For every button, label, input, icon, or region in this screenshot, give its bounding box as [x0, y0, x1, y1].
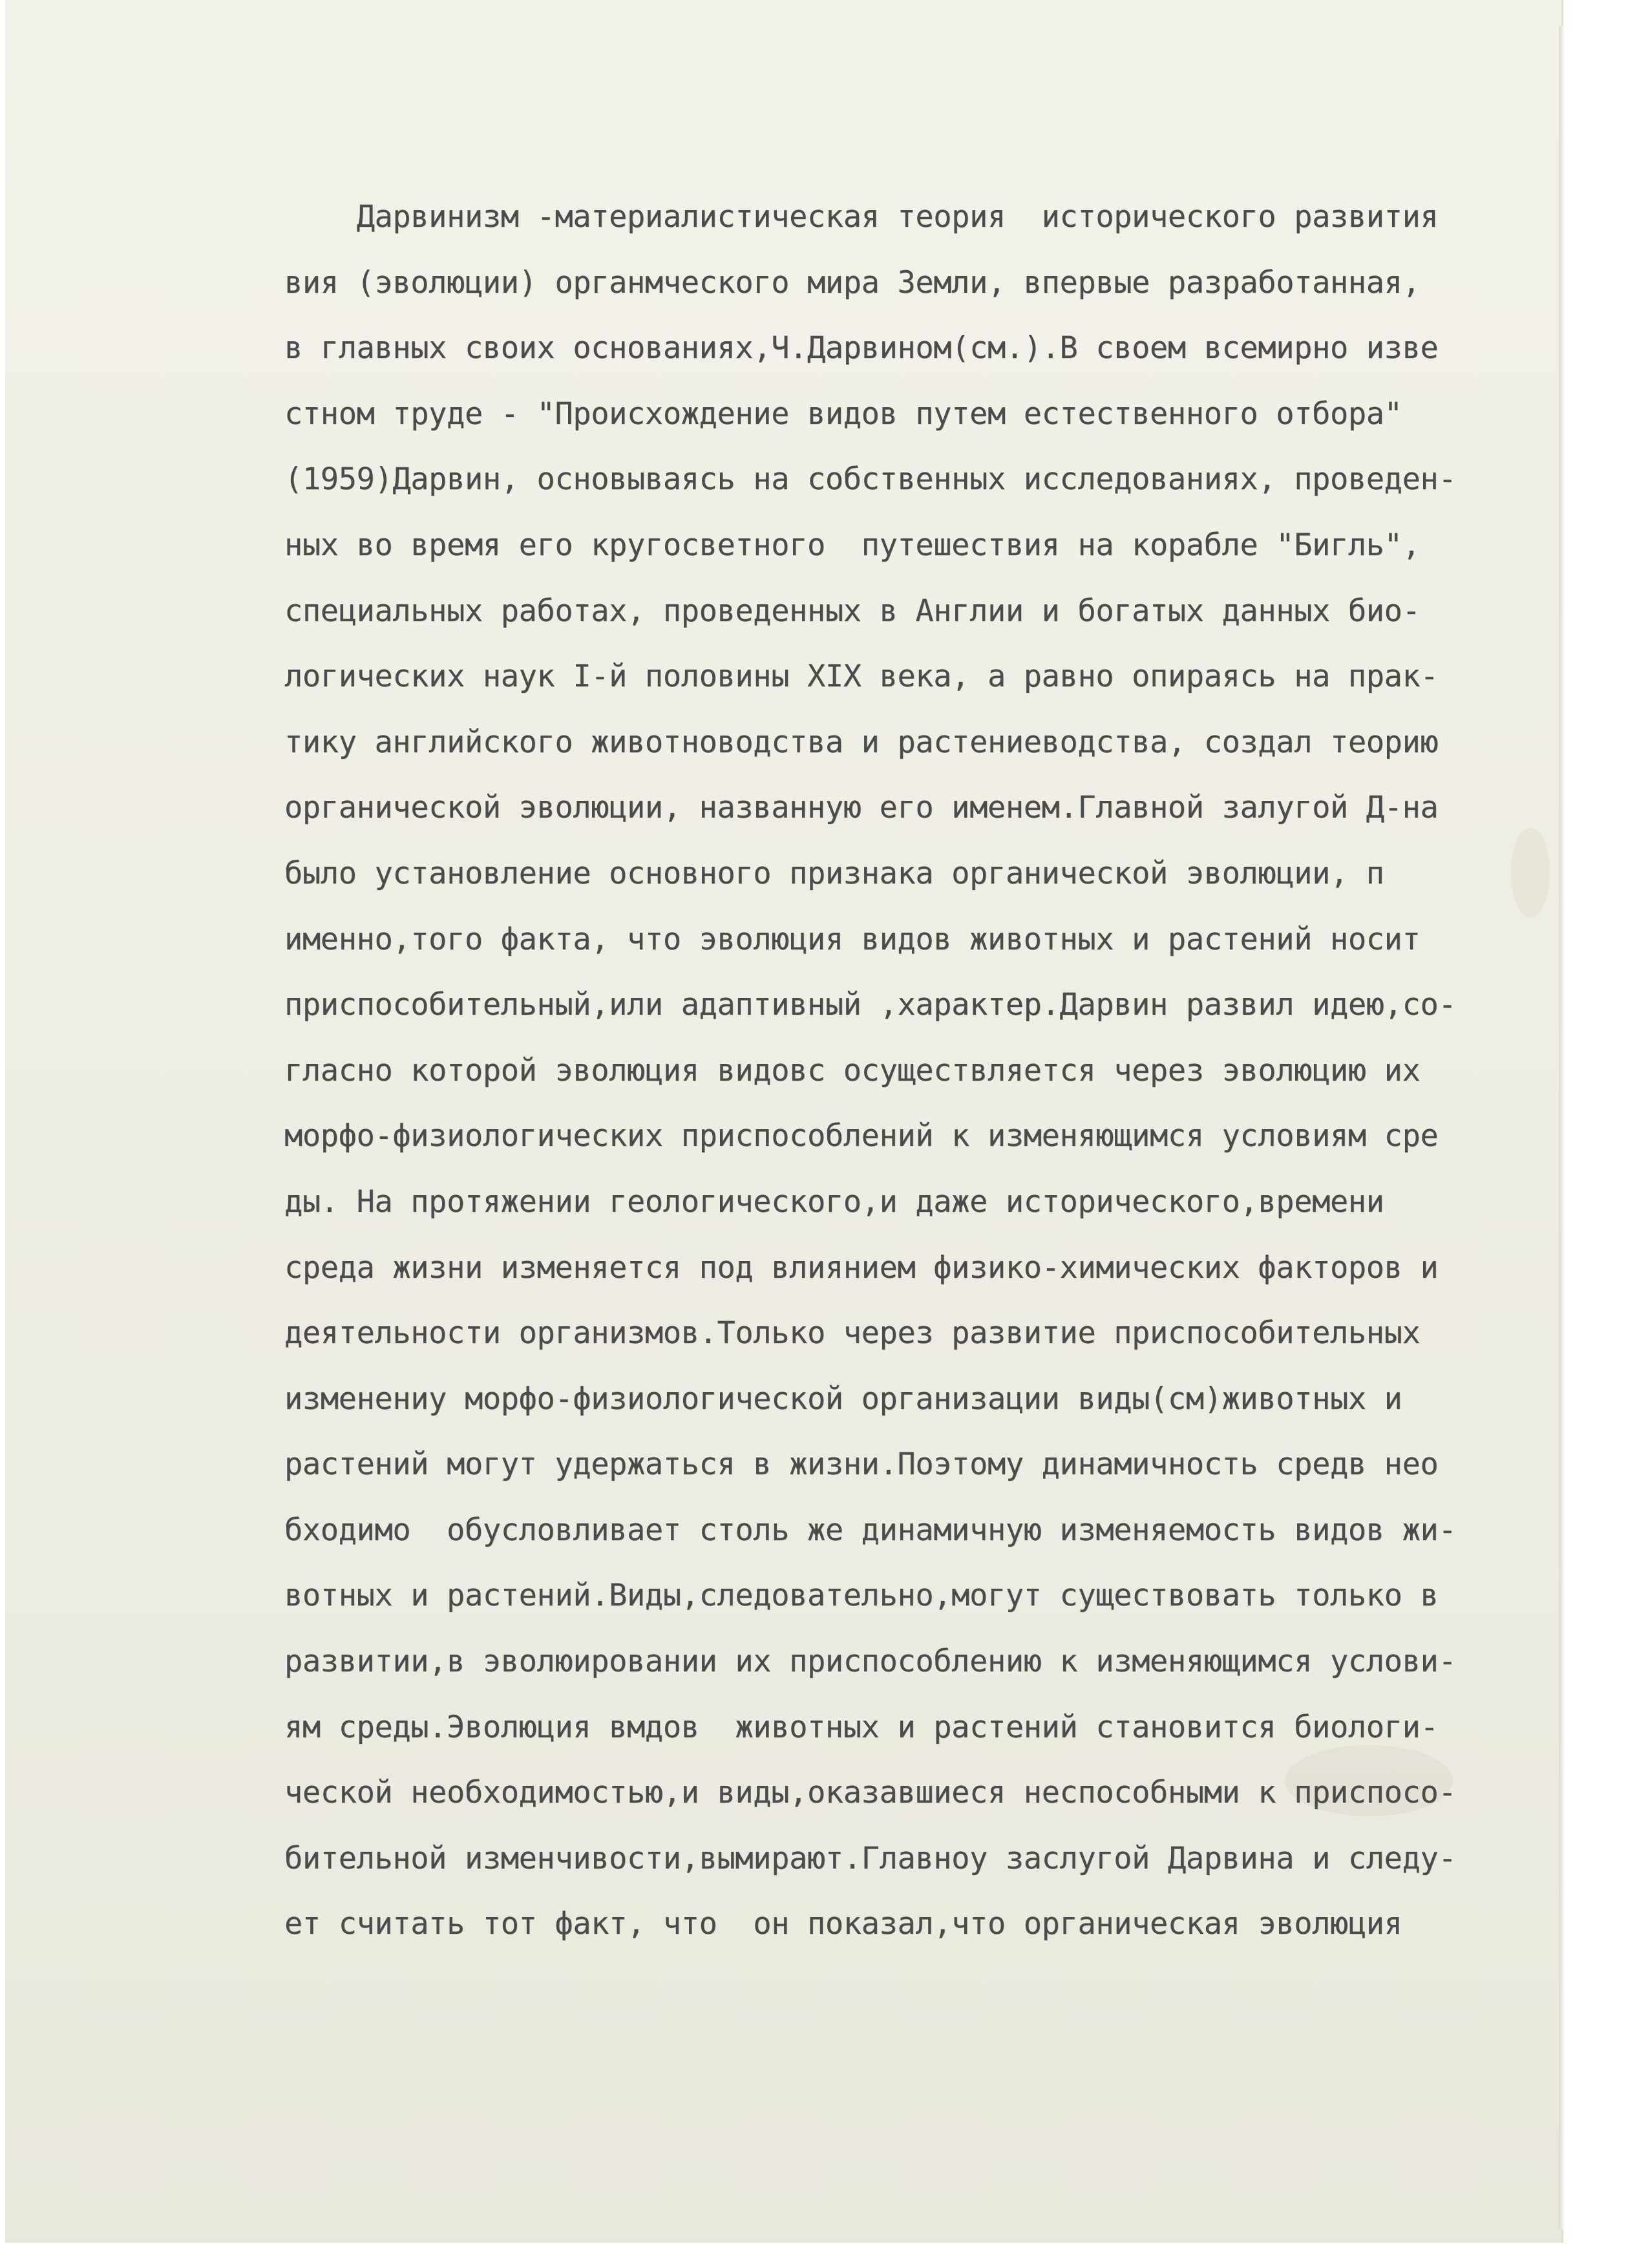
text-line: ды. На протяжении геологического,и даже исторического,времени [284, 1183, 1384, 1220]
text-line: было установление основного признака органической эволюции, п [284, 855, 1384, 891]
text-line: логических наук I-й половины XIX века, а равно опираясь на прак- [284, 659, 1439, 695]
text-line: вотных и растений.Виды,следовательно,могут существовать только в [284, 1578, 1439, 1614]
text-line: приспособительный,или адаптивный ,характер.Дарвин развил идею,со- [284, 987, 1457, 1023]
text-line: органической эволюции, названную его именем.Главной залугой Д-на [284, 790, 1439, 826]
text-line: ческой необходимостью,и виды,оказавшиеся неспособными к приспосо- [284, 1775, 1457, 1811]
text-line: вия (эволюции) органмческого мира Земли, впервые разработанная, [284, 264, 1421, 301]
text-line: в главных своих основаниях,Ч.Дарвином(см.).В своем всемирно изве [284, 330, 1439, 366]
text-line: изменениу морфо-физиологической организации виды(см)животных и [284, 1381, 1402, 1417]
text-line: ям среды.Эволюция вмдов животных и растений становится биологи- [284, 1709, 1439, 1745]
text-line: ет считать тот факт, что он показал,что органическая эволюция [284, 1906, 1402, 1942]
text-line: среда жизни изменяется под влиянием физико-химических факторов и [284, 1249, 1439, 1286]
text-line: растений могут удержаться в жизни.Поэтому динамичность средв нео [284, 1447, 1439, 1483]
text-line: морфо-физиологических приспособлений к изменяющимся условиям сре [284, 1118, 1439, 1154]
text-line: тику английского животноводства и растениеводства, создал теорию [284, 724, 1439, 760]
text-line: гласно которой эволюция видовс осуществляется через эволюцию их [284, 1052, 1421, 1088]
text-line: деятельности организмов.Только через развитие приспособительных [284, 1315, 1421, 1351]
text-line: стном труде - "Происхождение видов путем естественного отбора" [284, 396, 1402, 432]
text-line: именно,того факта, что эволюция видов животных и растений носит [284, 921, 1421, 957]
typewritten-text [284, 189, 1564, 1962]
text-line: (1959)Дарвин, основываясь на собственных исследованиях, проведен- [284, 461, 1457, 498]
text-line: специальных работах, проведенных в Англии и богатых данных био- [284, 593, 1421, 629]
text-line: развитии,в эволюировании их приспособлению к изменяющимся услови- [284, 1644, 1457, 1680]
text-line: бительной изменчивости,вымирают.Главноу заслугой Дарвина и следу- [284, 1840, 1457, 1876]
text-line: бходимо обусловливает столь же динамичную изменяемость видов жи- [284, 1512, 1457, 1548]
text-line: ных во время его кругосветного путешествия на корабле "Бигль", [284, 527, 1421, 563]
text-line: Дарвинизм -материалистическая теория исторического развития [284, 199, 1439, 235]
